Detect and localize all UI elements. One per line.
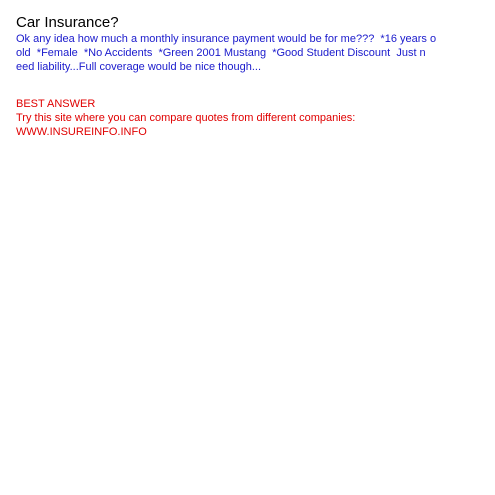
best-answer-heading: BEST ANSWER xyxy=(16,98,96,110)
question-body-line: old *Female *No Accidents *Green 2001 Mustang *Good Student Discount Just n xyxy=(16,47,426,59)
question-body xyxy=(16,32,456,74)
question-body-line: Ok any idea how much a monthly insurance payment would be for me??? *16 years o xyxy=(16,33,437,45)
question-title: Car Insurance? xyxy=(16,14,119,31)
insureinfo-link[interactable]: WWW.INSUREINFO.INFO xyxy=(16,126,147,138)
question-body-line: eed liability...Full coverage would be nice though... xyxy=(16,61,261,73)
question-section xyxy=(16,14,456,74)
best-answer-text: Try this site where you can compare quotes from different companies: xyxy=(16,112,356,124)
best-answer-section xyxy=(16,97,456,139)
